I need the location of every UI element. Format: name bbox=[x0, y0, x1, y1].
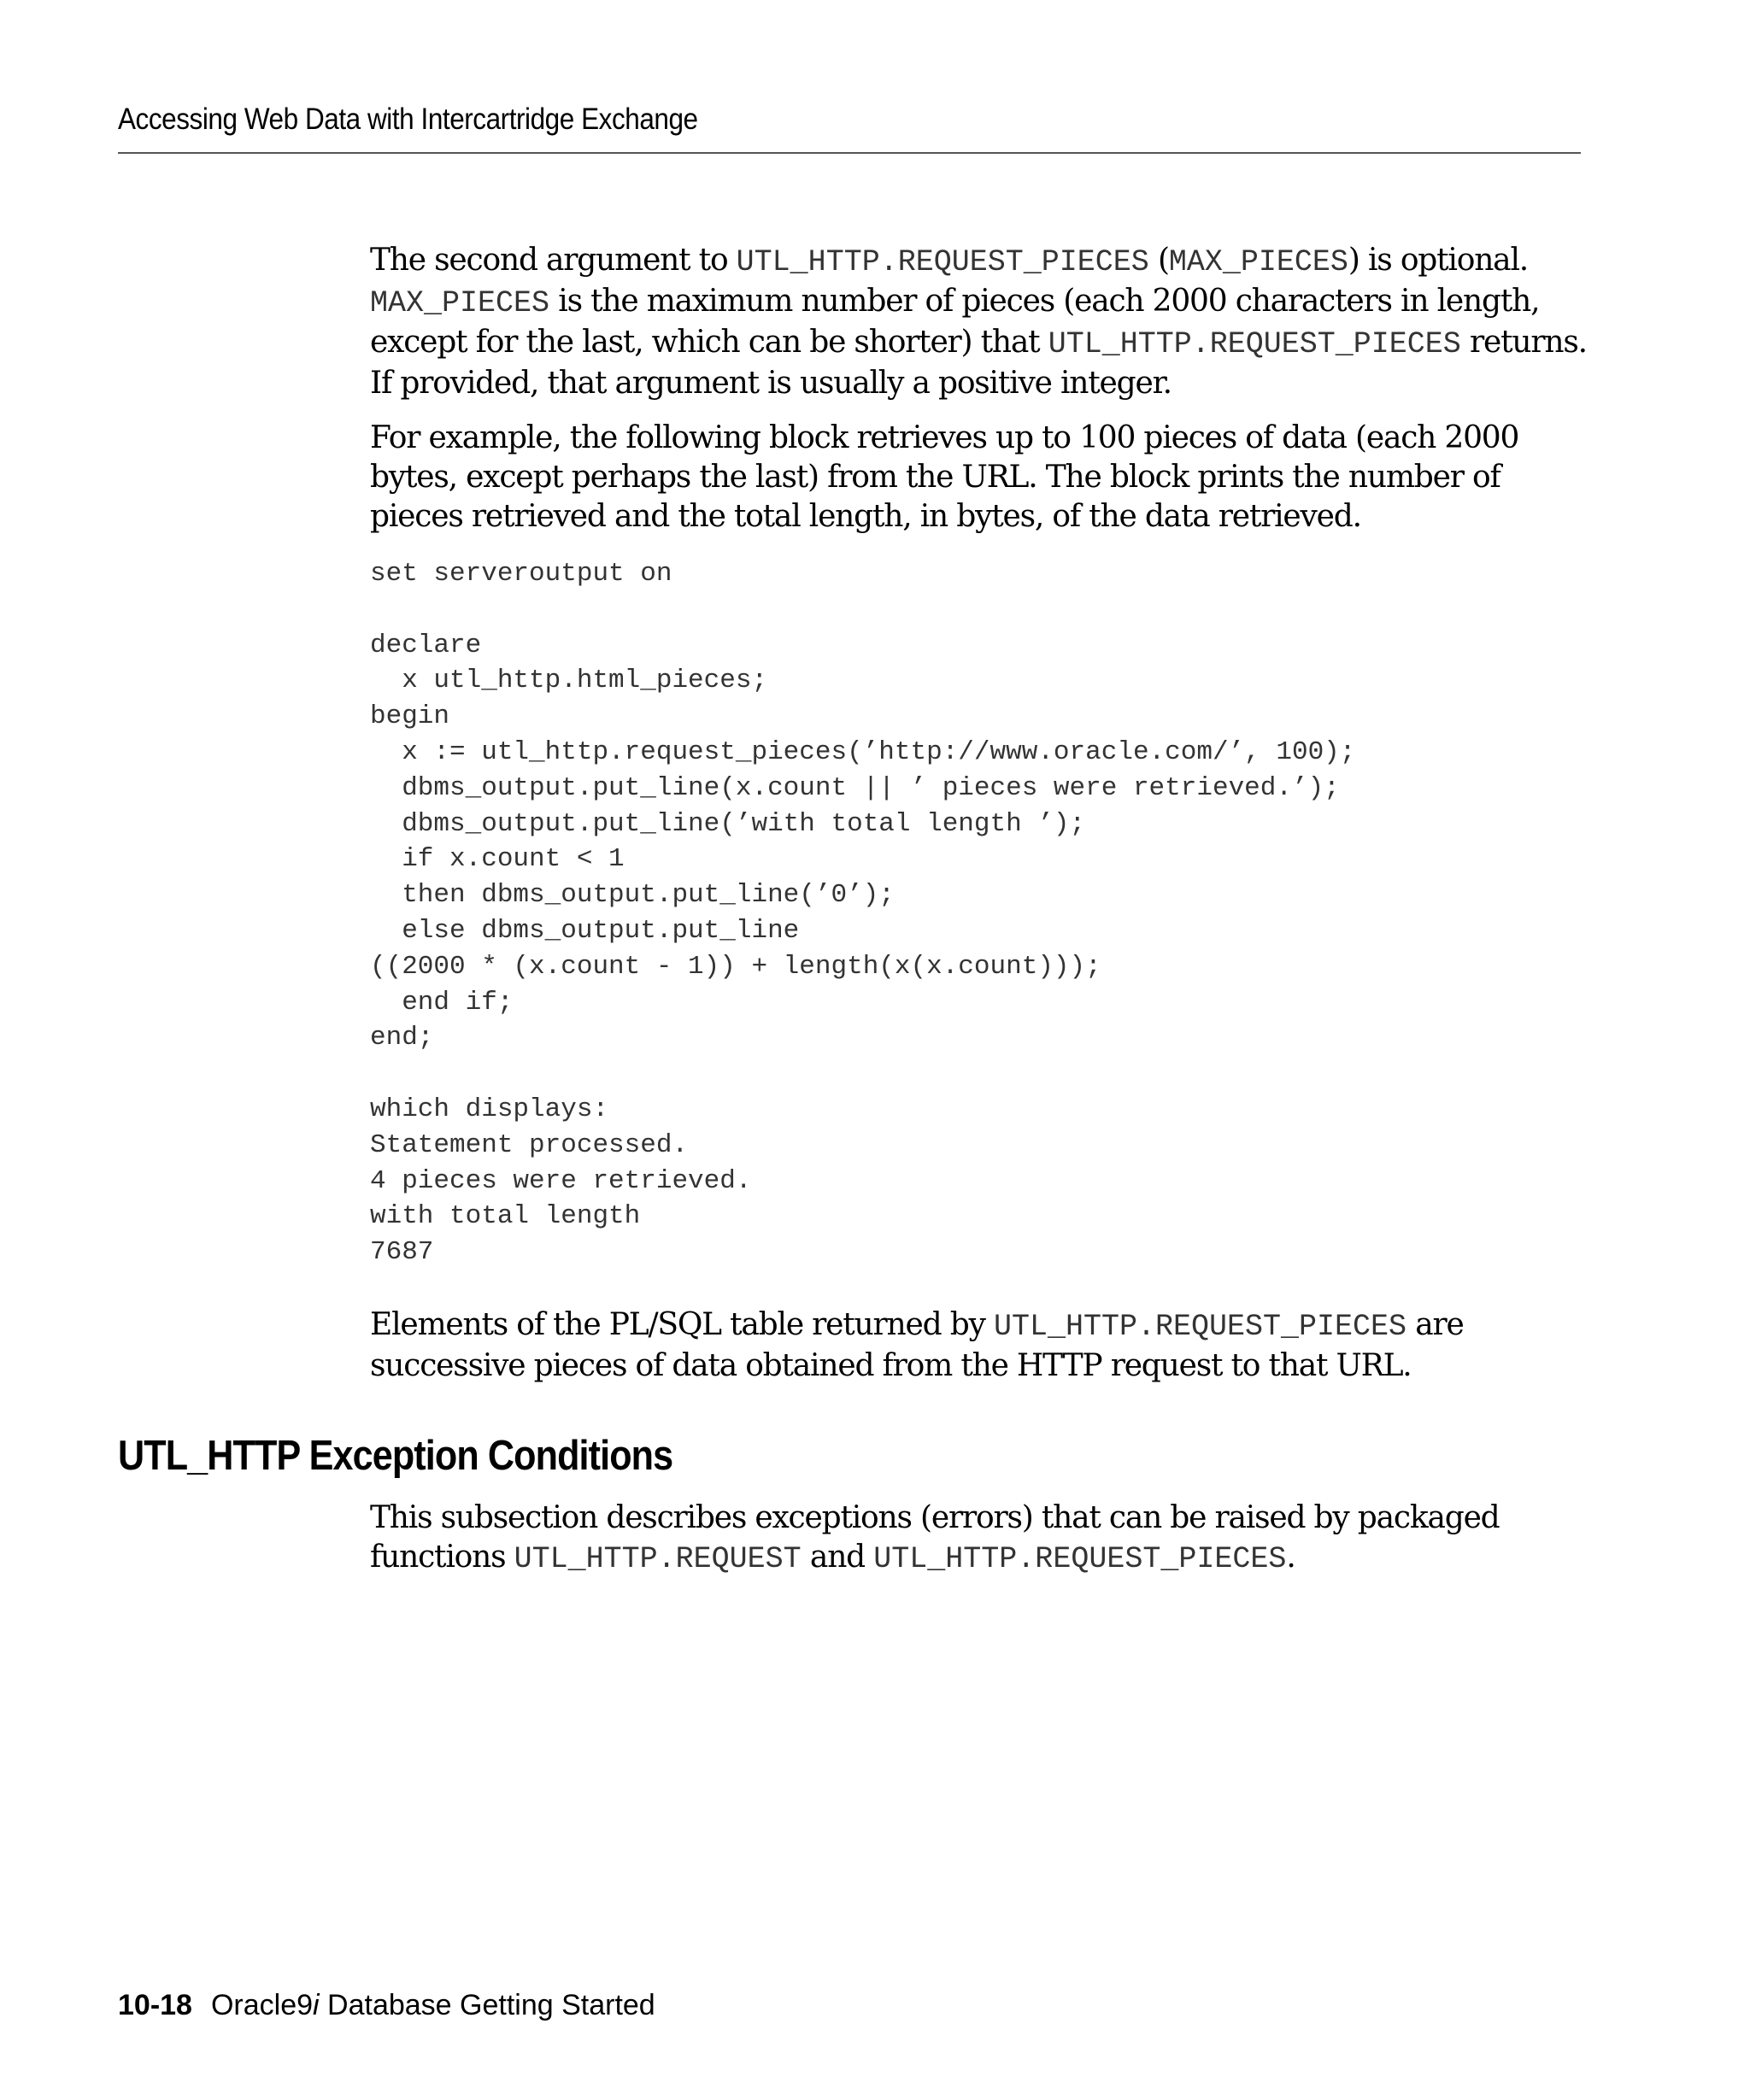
text-run: . bbox=[1286, 1540, 1295, 1575]
paragraph-max-pieces bbox=[370, 241, 1592, 403]
book-title-prefix: Oracle9 bbox=[210, 1989, 314, 2021]
code-term: MAX_PIECES bbox=[370, 286, 550, 320]
text-run: are successive pieces of data obtained from the HTTP request to that URL. bbox=[370, 1307, 1464, 1383]
paragraph-elements bbox=[370, 1305, 1592, 1386]
section-heading: UTL_HTTP Exception Conditions bbox=[118, 1433, 673, 1479]
paragraph-example-intro: For example, the following block retrieves up to 100 pieces of data (each 2000 bytes, except perhaps the last) from the URL. The block prints the number of pieces retrieved and the total length, in bytes, of the data retrieved. bbox=[370, 420, 1519, 534]
text-run: ) is optional. bbox=[1348, 243, 1529, 278]
text-run: The second argument to bbox=[370, 243, 737, 278]
running-header: Accessing Web Data with Intercartridge Exchange bbox=[118, 103, 698, 136]
text-run: Elements of the PL/SQL table returned by bbox=[370, 1307, 994, 1342]
text-run: is the maximum number of pieces (each 2000 characters in length, except for the last, which can be shorter) that bbox=[370, 284, 1540, 360]
book-title-italic: i bbox=[313, 1989, 320, 2021]
book-title-suffix: Database Getting Started bbox=[319, 1989, 655, 2021]
code-term: UTL_HTTP.REQUEST_PIECES bbox=[736, 245, 1149, 279]
code-term: UTL_HTTP.REQUEST bbox=[514, 1542, 802, 1576]
text-run: ( bbox=[1148, 243, 1169, 278]
page-footer bbox=[118, 1989, 655, 2022]
code-term: MAX_PIECES bbox=[1168, 245, 1348, 279]
text-run: and bbox=[801, 1540, 874, 1575]
header-rule bbox=[118, 152, 1581, 154]
code-term: UTL_HTTP.REQUEST_PIECES bbox=[1048, 327, 1461, 361]
text-run: This subsection describes exceptions (errors) that can be raised by packaged functions bbox=[370, 1500, 1500, 1575]
page-number: 10-18 bbox=[118, 1989, 192, 2021]
code-example: set serveroutput on declare x utl_http.html_pieces; begin x := utl_http.request_pieces(’http://www.oracle.com/’, 100); dbms_output.put_line(x.count || ’ pieces were retrieved.’); dbms_output.put_line(’with total length ’); if x.count < 1 then dbms_output.put_line(’0’); else dbms_output.put_line ((2000 * (x.count - 1)) + length(x(x.count))); end if; end; which displays: Statement processed. 4 pieces were retrieved. with total length 7687 bbox=[370, 559, 1356, 1268]
paragraph-exceptions bbox=[370, 1499, 1592, 1579]
code-term: UTL_HTTP.REQUEST_PIECES bbox=[873, 1542, 1287, 1576]
text-run: returns. If provided, that argument is usually a positive integer. bbox=[370, 325, 1587, 401]
code-term: UTL_HTTP.REQUEST_PIECES bbox=[993, 1310, 1407, 1344]
